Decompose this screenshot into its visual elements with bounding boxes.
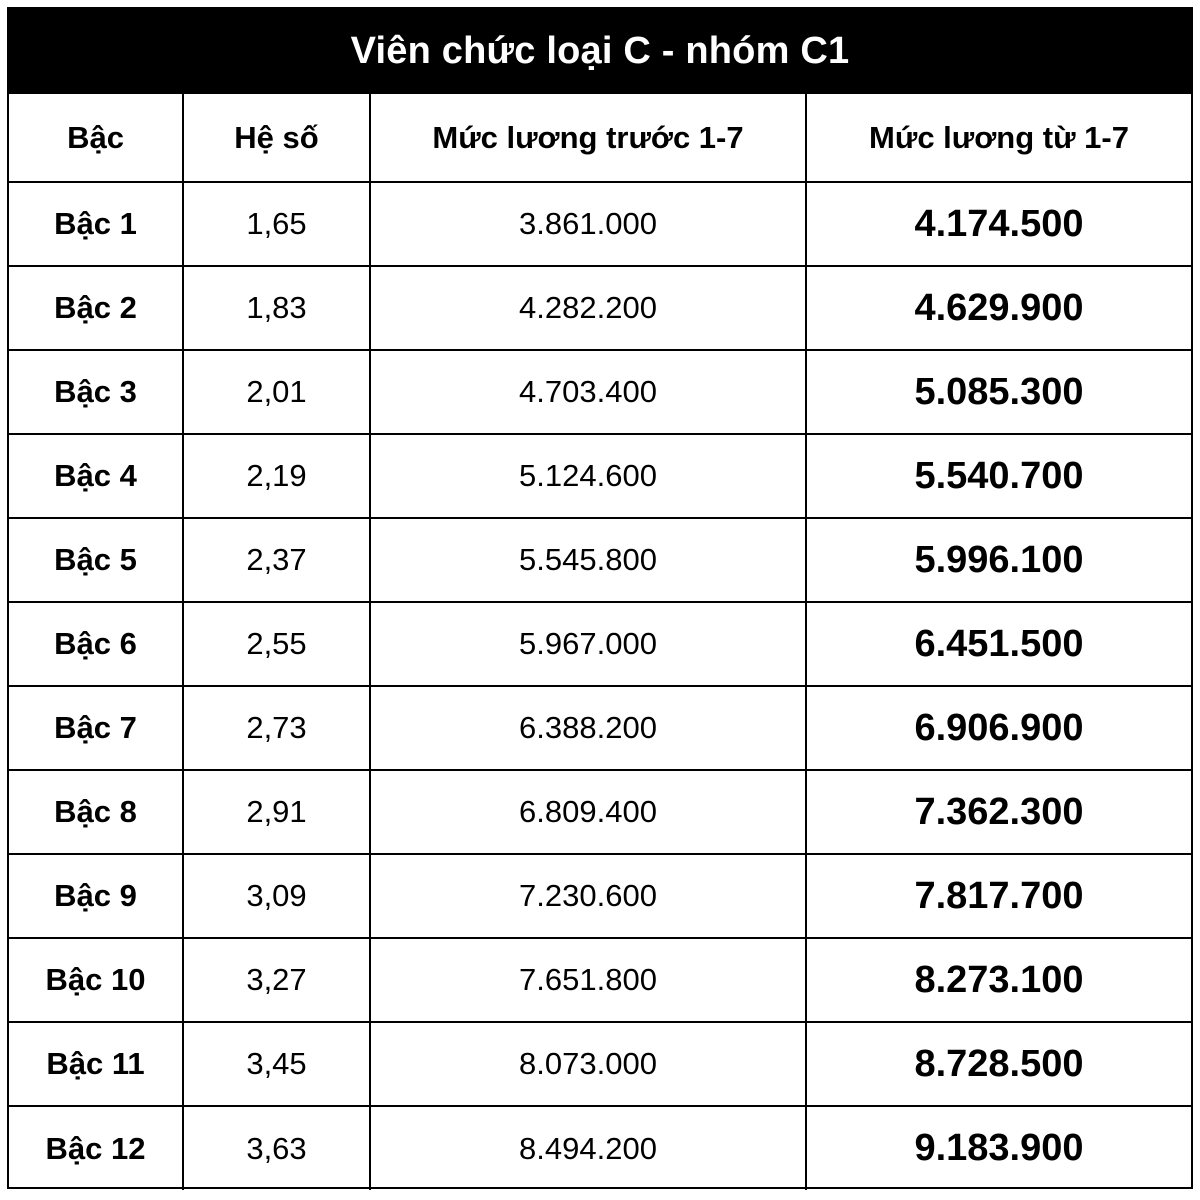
table-row	[9, 1106, 1191, 1190]
table-row	[9, 518, 1191, 602]
salary-before-cell: 5.545.800	[370, 518, 806, 602]
table-row	[9, 854, 1191, 938]
salary-before-cell: 7.651.800	[370, 938, 806, 1022]
salary-before-cell: 6.809.400	[370, 770, 806, 854]
table-row	[9, 350, 1191, 434]
salary-before-cell: 7.230.600	[370, 854, 806, 938]
salary-from-cell: 7.362.300	[806, 770, 1191, 854]
salary-from-cell: 8.273.100	[806, 938, 1191, 1022]
table-row	[9, 770, 1191, 854]
salary-from-cell: 6.906.900	[806, 686, 1191, 770]
grade-cell: Bậc 6	[9, 602, 183, 686]
table-row	[9, 266, 1191, 350]
coefficient-cell: 2,01	[183, 350, 370, 434]
coefficient-cell: 2,19	[183, 434, 370, 518]
coefficient-cell: 3,27	[183, 938, 370, 1022]
table-header-row	[9, 94, 1191, 182]
coefficient-cell: 2,91	[183, 770, 370, 854]
coefficient-cell: 1,83	[183, 266, 370, 350]
grade-cell: Bậc 4	[9, 434, 183, 518]
grade-cell: Bậc 3	[9, 350, 183, 434]
coefficient-cell: 3,63	[183, 1106, 370, 1190]
column-header-salary-before: Mức lương trước 1-7	[370, 94, 806, 182]
salary-from-cell: 9.183.900	[806, 1106, 1191, 1190]
grade-cell: Bậc 11	[9, 1022, 183, 1106]
table-row	[9, 686, 1191, 770]
grade-cell: Bậc 2	[9, 266, 183, 350]
table-row	[9, 938, 1191, 1022]
salary-before-cell: 3.861.000	[370, 182, 806, 266]
table-row	[9, 182, 1191, 266]
salary-from-cell: 6.451.500	[806, 602, 1191, 686]
salary-from-cell: 5.085.300	[806, 350, 1191, 434]
table-row	[9, 1022, 1191, 1106]
grade-cell: Bậc 12	[9, 1106, 183, 1190]
salary-from-cell: 5.540.700	[806, 434, 1191, 518]
salary-table	[9, 94, 1191, 1190]
salary-from-cell: 8.728.500	[806, 1022, 1191, 1106]
salary-from-cell: 4.629.900	[806, 266, 1191, 350]
salary-before-cell: 5.967.000	[370, 602, 806, 686]
column-header-salary-from: Mức lương từ 1-7	[806, 94, 1191, 182]
grade-cell: Bậc 7	[9, 686, 183, 770]
grade-cell: Bậc 1	[9, 182, 183, 266]
salary-from-cell: 5.996.100	[806, 518, 1191, 602]
salary-before-cell: 5.124.600	[370, 434, 806, 518]
table-title: Viên chức loại C - nhóm C1	[9, 9, 1191, 94]
salary-from-cell: 7.817.700	[806, 854, 1191, 938]
grade-cell: Bậc 10	[9, 938, 183, 1022]
coefficient-cell: 2,55	[183, 602, 370, 686]
salary-before-cell: 4.703.400	[370, 350, 806, 434]
salary-before-cell: 6.388.200	[370, 686, 806, 770]
salary-from-cell: 4.174.500	[806, 182, 1191, 266]
grade-cell: Bậc 5	[9, 518, 183, 602]
salary-before-cell: 4.282.200	[370, 266, 806, 350]
table-row	[9, 434, 1191, 518]
coefficient-cell: 3,09	[183, 854, 370, 938]
coefficient-cell: 2,73	[183, 686, 370, 770]
coefficient-cell: 1,65	[183, 182, 370, 266]
salary-before-cell: 8.073.000	[370, 1022, 806, 1106]
salary-before-cell: 8.494.200	[370, 1106, 806, 1190]
coefficient-cell: 3,45	[183, 1022, 370, 1106]
grade-cell: Bậc 8	[9, 770, 183, 854]
grade-cell: Bậc 9	[9, 854, 183, 938]
column-header-he-so: Hệ số	[183, 94, 370, 182]
column-header-bac: Bậc	[9, 94, 183, 182]
salary-table-sheet	[7, 7, 1193, 1189]
table-row	[9, 602, 1191, 686]
coefficient-cell: 2,37	[183, 518, 370, 602]
